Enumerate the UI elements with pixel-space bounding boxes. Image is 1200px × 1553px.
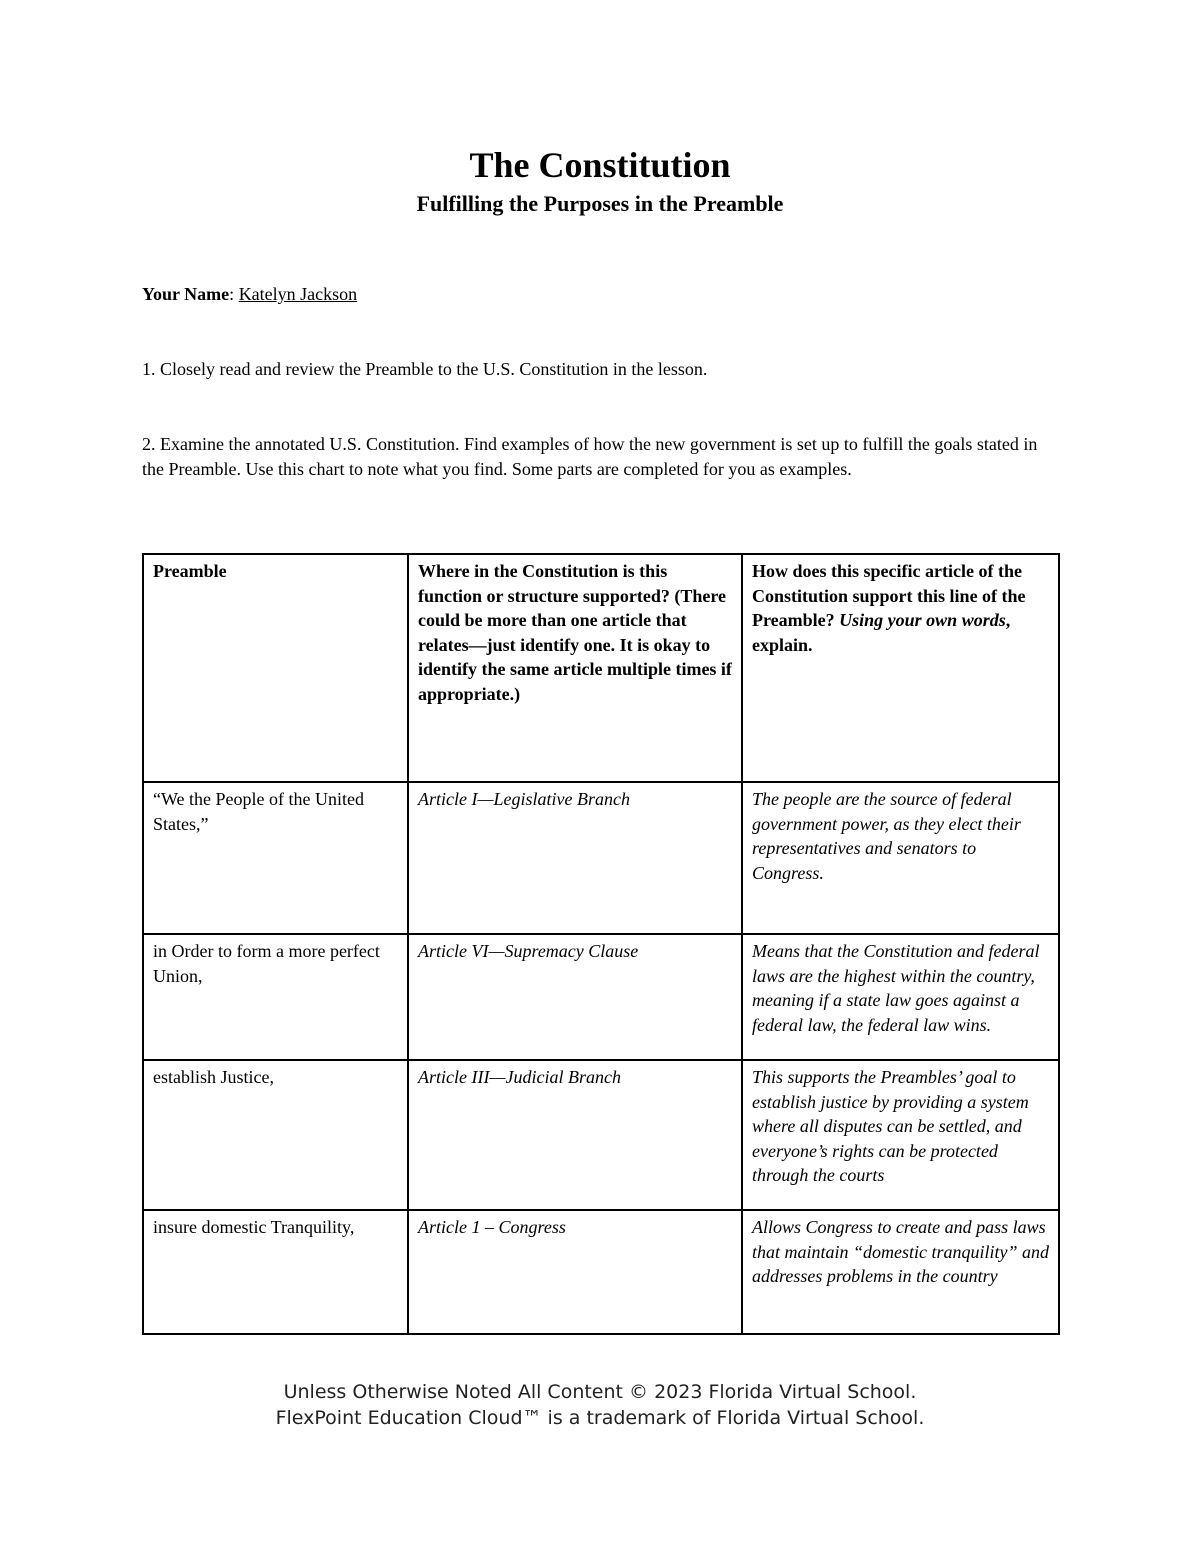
table-row [143, 1060, 1059, 1210]
cell-preamble: insure domestic Tranquility, [143, 1210, 408, 1334]
name-colon: : [229, 284, 239, 304]
student-name-line [142, 282, 357, 306]
cell-explanation: This supports the Preambles’ goal to establish justice by providing a system where all disputes can be settled, and everyone’s rights can be protected through the courts [742, 1060, 1059, 1210]
cell-preamble: in Order to form a more perfect Union, [143, 934, 408, 1060]
cell-article: Article III—Judicial Branch [408, 1060, 742, 1210]
table-row [143, 1210, 1059, 1334]
name-value: Katelyn Jackson [238, 284, 358, 304]
header-preamble: Preamble [143, 554, 408, 782]
table-row [143, 934, 1059, 1060]
instruction-step-2: 2. Examine the annotated U.S. Constitution. Find examples of how the new government is set up to fulfill the goals stated in the Preamble. Use this chart to note what you find. Some parts are completed for you as examples. [142, 434, 1038, 479]
cell-article: Article VI—Supremacy Clause [408, 934, 742, 1060]
cell-preamble: “We the People of the United States,” [143, 782, 408, 934]
header-how-part1: How does this specific article of the Constitution support this line of the Preamble? [752, 561, 1026, 631]
footer-trademark: FlexPoint Education Cloud™ is a trademark of Florida Virtual School. [275, 1407, 925, 1429]
header-where-in-constitution: Where in the Constitution is this function or structure supported? (There could be more than one article that relates—just identify one. It is okay to identify the same article multiple times if appropriate.) [408, 554, 742, 782]
table-header-row [143, 554, 1059, 782]
header-how-italic: Using your own words [839, 610, 1006, 631]
cell-explanation: Allows Congress to create and pass laws that maintain “domestic tranquility” and addresses problems in the country [742, 1210, 1059, 1334]
cell-article: Article I—Legislative Branch [408, 782, 742, 934]
table-row [143, 782, 1059, 934]
cell-preamble: establish Justice, [143, 1060, 408, 1210]
header-how-does-article-support [742, 554, 1059, 782]
page-title: The Constitution [469, 145, 731, 185]
page-subtitle: Fulfilling the Purposes in the Preamble [416, 191, 784, 216]
footer-copyright: Unless Otherwise Noted All Content © 2023 Florida Virtual School. [283, 1381, 917, 1403]
instruction-step-1: 1. Closely read and review the Preamble to the U.S. Constitution in the lesson. [142, 359, 708, 379]
cell-explanation: Means that the Constitution and federal laws are the highest within the country, meaning if a state law goes against a federal law, the federal law wins. [742, 934, 1059, 1060]
name-label: Your Name [142, 284, 230, 304]
cell-article: Article 1 – Congress [408, 1210, 742, 1334]
header-how-part2: , explain. [752, 610, 1011, 655]
cell-explanation: The people are the source of federal government power, as they elect their representatives and senators to Congress. [742, 782, 1059, 934]
preamble-chart-table [142, 553, 1060, 1335]
